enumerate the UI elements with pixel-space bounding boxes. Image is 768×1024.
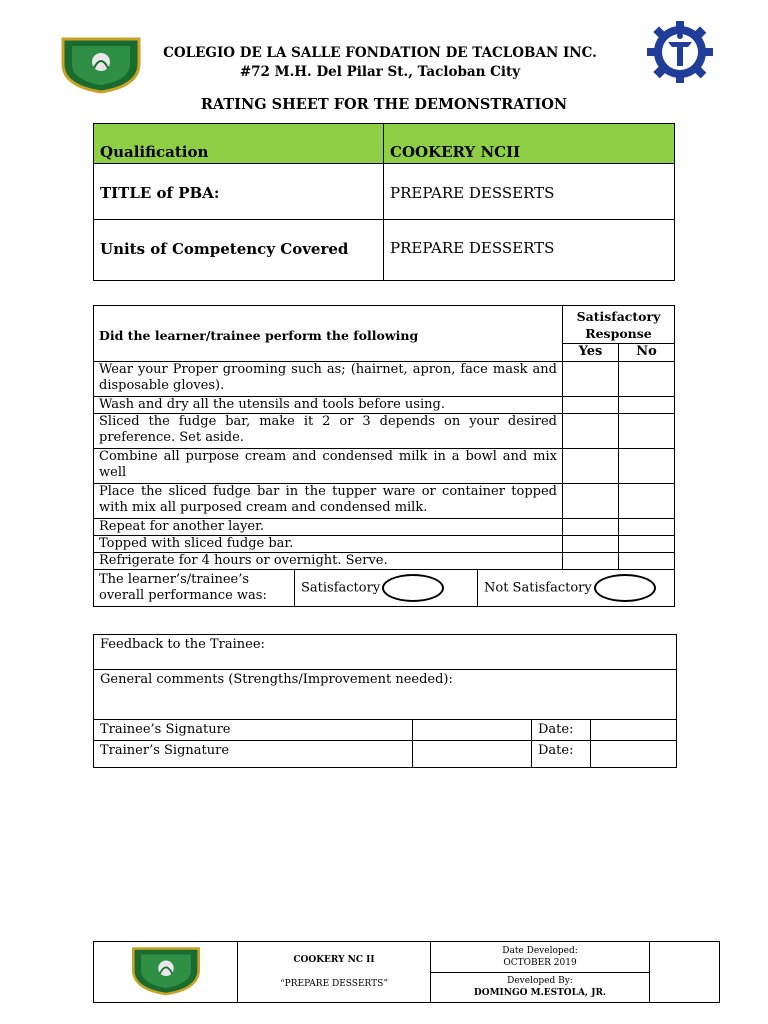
- trainer-signature-label: Trainer’s Signature: [94, 741, 413, 768]
- trainer-signature-row: [94, 741, 677, 768]
- satisfactory-label: Satisfactory: [301, 580, 381, 596]
- overall-performance-cell: [94, 570, 675, 607]
- satisfactory-oval[interactable]: [382, 574, 444, 602]
- not-satisfactory-option[interactable]: [478, 570, 675, 606]
- yes-checkbox[interactable]: [563, 362, 619, 397]
- trainer-date-label: Date:: [532, 741, 591, 768]
- competency-value: PREPARE DESSERTS: [384, 220, 675, 281]
- school-header: [130, 44, 630, 82]
- no-checkbox[interactable]: [619, 536, 675, 553]
- tesda-logo: [643, 20, 717, 84]
- satisfactory-response-header: Satisfactory Response: [563, 306, 675, 344]
- task-row: [94, 449, 675, 484]
- pba-title-label: TITLE of PBA:: [94, 164, 384, 220]
- task-row: [94, 414, 675, 449]
- footer-title-cell: [238, 942, 431, 1003]
- task-row: [94, 536, 675, 553]
- date-developed-value: OCTOBER 2019: [503, 957, 577, 968]
- footer-logo-cell: [94, 942, 238, 1003]
- footer-developed-by-cell: [431, 972, 650, 1003]
- trainee-signature-row: [94, 720, 677, 741]
- footer-row-top: [94, 942, 720, 973]
- no-checkbox[interactable]: [619, 519, 675, 536]
- pba-title-value: PREPARE DESSERTS: [384, 164, 675, 220]
- no-header: No: [619, 344, 675, 362]
- checklist-header-row: [94, 306, 675, 344]
- task-text: Wash and dry all the utensils and tools before using.: [94, 397, 563, 414]
- task-text: Topped with sliced fudge bar.: [94, 536, 563, 553]
- developer-name: DOMINGO M.ESTOLA, JR.: [473, 988, 607, 999]
- task-text: Place the sliced fudge bar in the tupper ware or container topped with mix all purposed cream and condensed milk.: [94, 484, 563, 519]
- not-satisfactory-label: Not Satisfactory: [484, 580, 592, 596]
- yes-checkbox[interactable]: [563, 553, 619, 570]
- trainee-date-field[interactable]: [591, 720, 677, 741]
- date-developed-label: Date Developed:: [502, 945, 578, 956]
- no-checkbox[interactable]: [619, 397, 675, 414]
- no-checkbox[interactable]: [619, 449, 675, 484]
- overall-performance-label: The learner’s/trainee’s overall performance was:: [94, 570, 295, 606]
- trainer-date-field[interactable]: [591, 741, 677, 768]
- task-text: Sliced the fudge bar, make it 2 or 3 depends on your desired preference. Set aside.: [94, 414, 563, 449]
- overall-performance-inner-row: [94, 570, 674, 606]
- qualification-label: Qualification: [94, 124, 384, 164]
- task-text: Repeat for another layer.: [94, 519, 563, 536]
- qualification-value: COOKERY NCII: [384, 124, 675, 164]
- footer-table: [93, 941, 720, 1003]
- school-name: COLEGIO DE LA SALLE FONDATION DE TACLOBAN INC.: [163, 45, 597, 61]
- developed-by-label: Developed By:: [507, 976, 573, 987]
- overall-performance-row: [94, 570, 675, 607]
- checklist-table: [93, 305, 675, 607]
- trainee-signature-label: Trainee’s Signature: [94, 720, 413, 741]
- task-row: [94, 397, 675, 414]
- footer-date-developed-cell: [431, 942, 650, 973]
- no-checkbox[interactable]: [619, 414, 675, 449]
- feedback-table: [93, 634, 677, 768]
- sheet-title: RATING SHEET FOR THE DEMONSTRATION: [200, 96, 568, 113]
- qualification-table: [93, 123, 675, 281]
- not-satisfactory-oval[interactable]: [594, 574, 656, 602]
- yes-checkbox[interactable]: [563, 519, 619, 536]
- trainee-signature-field[interactable]: [413, 720, 532, 741]
- trainer-signature-field[interactable]: [413, 741, 532, 768]
- no-checkbox[interactable]: [619, 553, 675, 570]
- task-row: [94, 519, 675, 536]
- competency-label: Units of Competency Covered: [94, 220, 384, 281]
- task-row: [94, 484, 675, 519]
- feedback-label[interactable]: Feedback to the Trainee:: [94, 635, 677, 670]
- school-logo-small: [129, 942, 203, 998]
- trainee-date-label: Date:: [532, 720, 591, 741]
- task-text: Wear your Proper grooming such as; (hairnet, apron, face mask and disposable gloves).: [94, 362, 563, 397]
- overall-performance-table: [94, 570, 674, 606]
- footer-course: COOKERY NC II: [293, 955, 375, 965]
- yes-checkbox[interactable]: [563, 414, 619, 449]
- no-checkbox[interactable]: [619, 484, 675, 519]
- yes-checkbox[interactable]: [563, 397, 619, 414]
- checklist-question: Did the learner/trainee perform the following: [94, 306, 563, 362]
- footer-title: “PREPARE DESSERTS”: [280, 979, 388, 989]
- task-text: Combine all purpose cream and condensed milk in a bowl and mix well: [94, 449, 563, 484]
- yes-checkbox[interactable]: [563, 484, 619, 519]
- no-checkbox[interactable]: [619, 362, 675, 397]
- yes-checkbox[interactable]: [563, 449, 619, 484]
- task-text: Refrigerate for 4 hours or overnight. Serve.: [94, 553, 563, 570]
- footer-blank-cell: [650, 942, 720, 1003]
- comments-row: [94, 670, 677, 720]
- qualification-row: [94, 124, 675, 164]
- competency-row: [94, 220, 675, 281]
- task-row: [94, 362, 675, 397]
- comments-label[interactable]: General comments (Strengths/Improvement needed):: [94, 670, 677, 720]
- satisfactory-option[interactable]: [295, 570, 478, 606]
- school-address: #72 M.H. Del Pilar St., Tacloban City: [239, 64, 521, 80]
- feedback-row: [94, 635, 677, 670]
- yes-header: Yes: [563, 344, 619, 362]
- task-row: [94, 553, 675, 570]
- pba-title-row: [94, 164, 675, 220]
- yes-checkbox[interactable]: [563, 536, 619, 553]
